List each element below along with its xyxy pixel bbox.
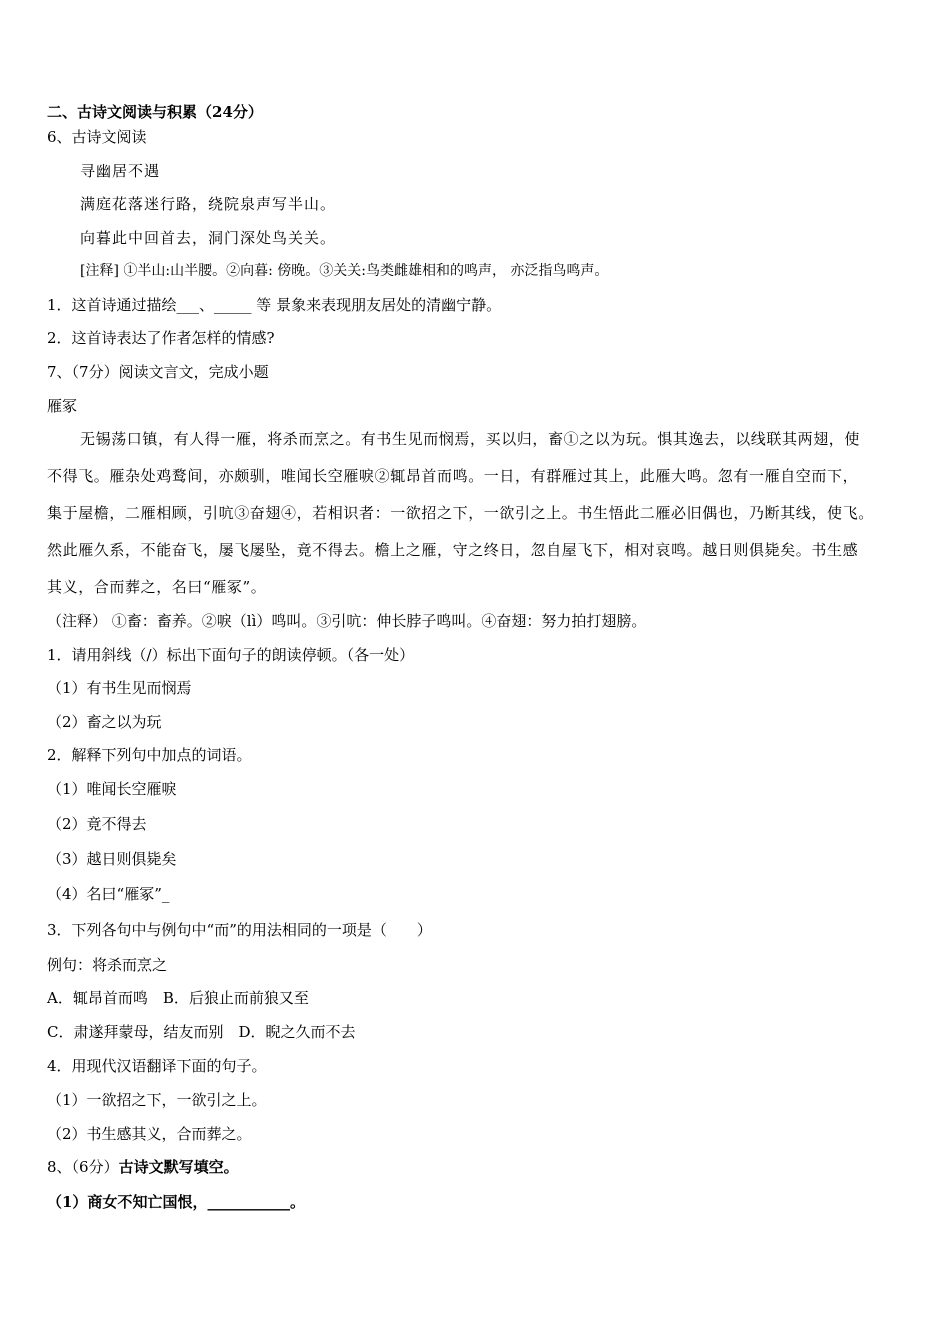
q7-sub-3: 3．下列各句中与例句中“而”的用法相同的一项是（ ） [47, 921, 432, 939]
q7-sub-2-item-2: （2）竟不得去 [47, 815, 147, 833]
q7-sub-4: 4．用现代汉语翻译下面的句子。 [47, 1057, 267, 1075]
text-title: 雁冢 [47, 397, 78, 415]
poem-line-1: 满庭花落迷行路，绕院泉声写半山。 [80, 195, 337, 213]
poem-note: [注释] ①半山:山半腰。②向暮: 傍晚。③关关:鸟类雌雄相和的鸣声， 亦泛指鸟鸣声。 [80, 263, 609, 279]
q8-header-number: 8、（6分） [47, 1158, 119, 1176]
q8-header [47, 1157, 239, 1177]
q7-sub-2-item-1: （1）唯闻长空雁唳 [47, 780, 177, 798]
q7-sub-2: 2．解释下列句中加点的词语。 [47, 746, 252, 764]
poem-line-2: 向暮此中回首去，洞门深处鸟关关。 [80, 229, 337, 247]
q7-sub-4-item-2: （2）书生感其义，合而葬之。 [47, 1125, 252, 1143]
q7-sub-3-options-cd: C．肃遂拜蒙母，结友而别 D．睨之久而不去 [47, 1023, 356, 1041]
passage-line: 然此雁久系，不能奋飞，屡飞屡坠，竟不得去。檐上之雁，守之终日，忽自屋飞下，相对哀鸣。越日则俱毙矣。书生感 [47, 541, 859, 559]
passage-line: 集于屋檐，二雁相顾，引吭③奋翅④，若相识者：一欲招之下，一欲引之上。书生悟此二雁必旧偶也，乃断其线，使飞。 [47, 504, 874, 522]
q7-sub-3-options-ab: A．辄昂首而鸣 B．后狼止而前狼又至 [47, 989, 309, 1007]
passage-note: （注释） ①畜：畜养。②唳（lì）鸣叫。③引吭：伸长脖子鸣叫。④奋翅：努力拍打翅膀。 [47, 612, 647, 630]
q6-sub-2: 2．这首诗表达了作者怎样的情感? [47, 329, 275, 347]
q7-sub-4-item-1: （1）一欲招之下，一欲引之上。 [47, 1091, 267, 1109]
q7-sub-1: 1．请用斜线（/）标出下面句子的朗读停顿。（各一处） [47, 646, 415, 664]
q6-sub-1: 1．这首诗通过描绘___、_____ 等 景象来表现朋友居处的清幽宁静。 [47, 296, 502, 314]
q7-sub-2-item-3: （3）越日则俱毙矣 [47, 850, 177, 868]
q7-sub-1-item-2: （2）畜之以为玩 [47, 713, 162, 731]
q8-header-title: 古诗文默写填空。 [118, 1158, 239, 1176]
section-title: 二、古诗文阅读与积累（24分） [47, 103, 263, 121]
q6-header: 6、古诗文阅读 [47, 128, 147, 146]
q7-sub-1-item-1: （1）有书生见而悯焉 [47, 679, 192, 697]
q8-sub-1: （1）商女不知亡国恨，___________。 [47, 1193, 305, 1211]
q7-header: 7、（7分）阅读文言文，完成小题 [47, 363, 269, 381]
q7-sub-2-item-4: （4）名曰“雁冢”_ [47, 885, 170, 903]
passage-line: 不得飞。雁杂处鸡鹜间，亦颇驯，唯闻长空雁唳②辄昂首而鸣。一日，有群雁过其上，此雁大鸣。忽有一雁自空而下， [47, 467, 859, 485]
passage-line: 其义，合而葬之，名曰“雁冢”。 [47, 578, 267, 596]
q7-sub-3-example: 例句：将杀而烹之 [47, 956, 168, 974]
poem-title: 寻幽居不遇 [80, 162, 161, 180]
passage-line: 无锡荡口镇，有人得一雁，将杀而烹之。有书生见而悯焉，买以归，畜①之以为玩。惧其逸去，以线联其两翅，使 [80, 430, 861, 448]
